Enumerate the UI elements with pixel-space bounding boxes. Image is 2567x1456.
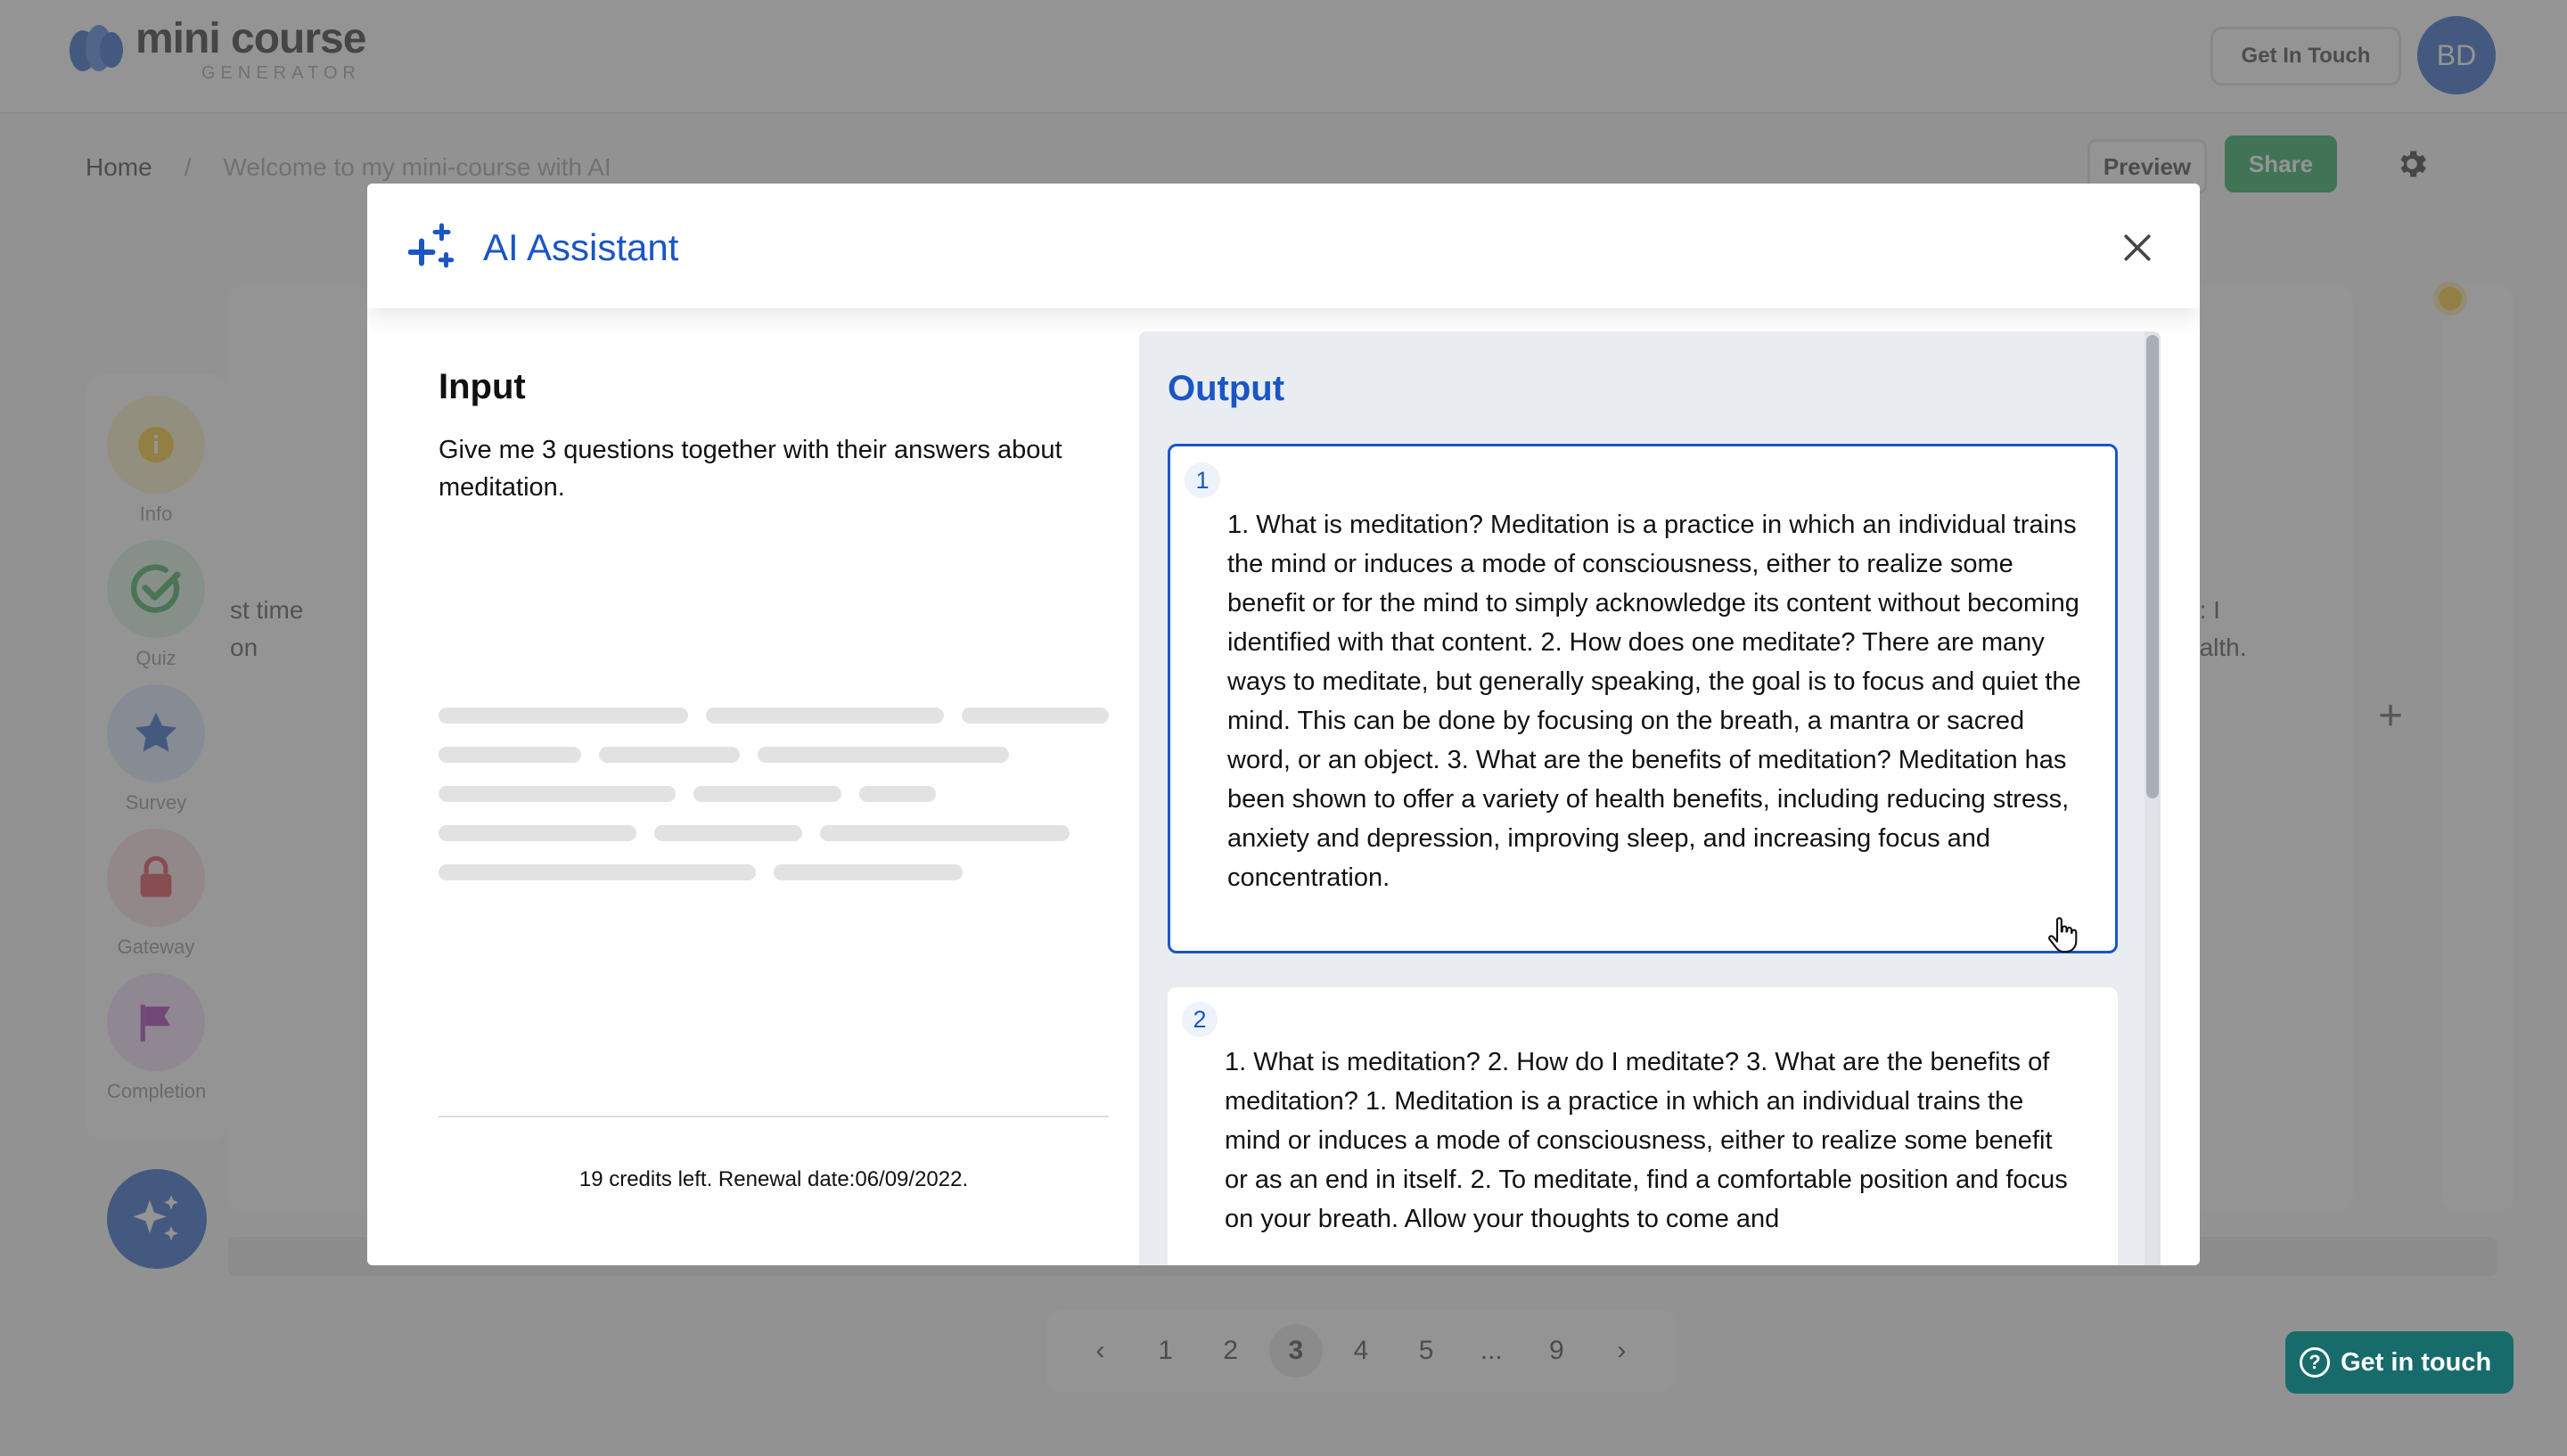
loading-skeleton [439, 708, 1109, 904]
output-pane [1139, 331, 2161, 1265]
input-divider [439, 1116, 1109, 1117]
get-in-touch-help-button[interactable] [2285, 1331, 2514, 1394]
sparkle-icon [408, 221, 462, 274]
modal-title: AI Assistant [483, 226, 679, 268]
result-text: 1. What is meditation? Meditation is a practice in which an individual trains the mind or induces a mode of consciousness, either to realize some benefit or for the mind to simply acknowledge its content without becoming identified with that content. 2. How does one meditate? There are many ways to meditate, but generally speaking, the goal is to focus and quiet the mind. This can be done by focusing on the breath, a mantra or sacred word, or an object. 3. What are the benefits of meditation? Meditation has been shown to offer a variety of health benefits, including reducing stress, anxiety and depression, improving sleep, and increasing focus and concentration. [1227, 511, 2081, 892]
prompt-text: Give me 3 questions together with their answers about meditation. [439, 436, 1062, 502]
hand-cursor-icon [2046, 916, 2079, 955]
output-result-card[interactable] [1168, 444, 2118, 953]
result-text: 1. What is meditation? 2. How do I meditate? 3. What are the benefits of meditation? 1. Meditation is a practice in which an individual trains the mind or induces a mode of consciousness, either to realize some benefit or as an end in itself. 2. To meditate, find a comfortable position and focus on your breath. Allow your thoughts to come and [1225, 1048, 2068, 1233]
close-icon [2122, 233, 2153, 263]
input-heading: Input [439, 367, 526, 406]
modal-header [367, 184, 2200, 308]
question-icon: ? [2300, 1347, 2330, 1378]
credits-info: 19 credits left. Renewal date:06/09/2022. [578, 1167, 969, 1191]
output-scrollbar-thumb[interactable] [2146, 335, 2159, 798]
result-number-badge: 2 [1182, 1002, 1218, 1037]
output-result-card[interactable] [1168, 987, 2118, 1265]
result-number-badge: 1 [1185, 462, 1220, 498]
help-button-label: Get in touch [2341, 1347, 2492, 1377]
output-heading: Output [1168, 369, 1285, 408]
ai-assistant-modal [367, 184, 2200, 1265]
close-button[interactable] [2118, 228, 2157, 267]
